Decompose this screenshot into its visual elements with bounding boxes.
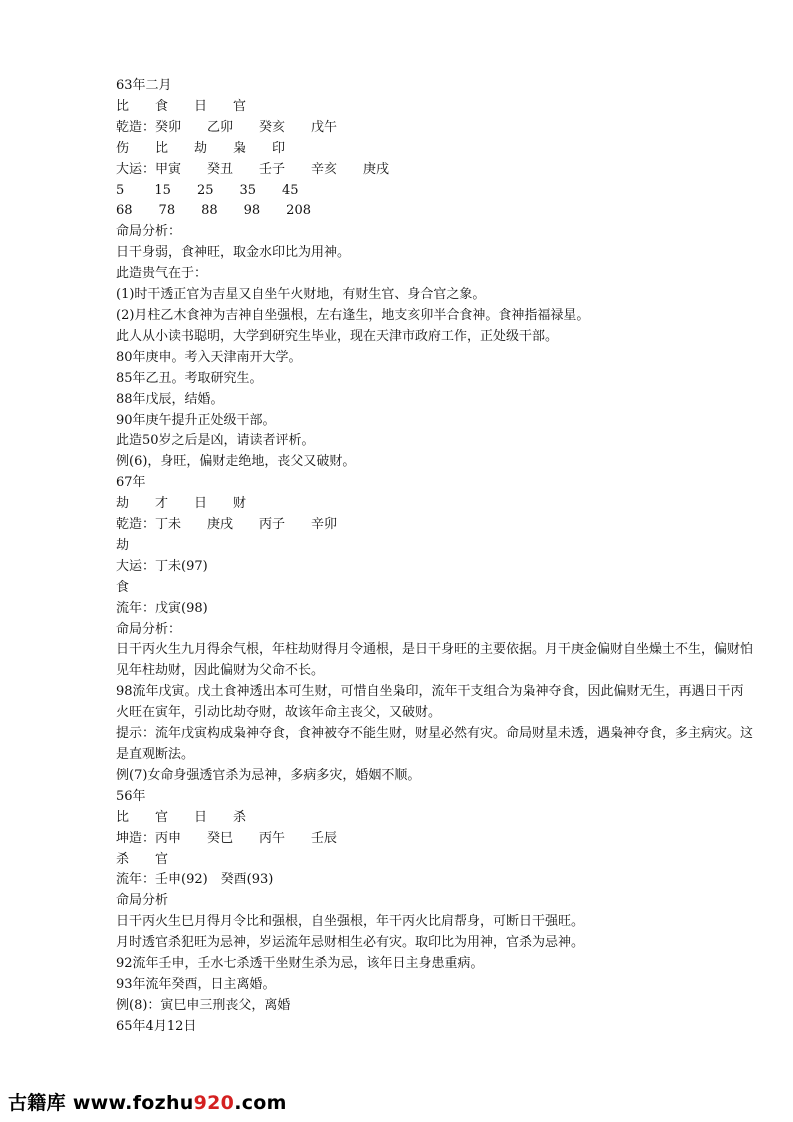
text-line: 此造50岁之后是凶，请读者评析。	[116, 433, 315, 449]
text-line: 例(8)：寅巳申三刑丧父，离婚	[116, 997, 291, 1013]
text-line: 例(6)，身旺，偏财走绝地，丧父又破财。	[116, 454, 356, 470]
text-line: 65年4月12日	[116, 1018, 197, 1034]
text-line: 85年乙丑。考取研究生。	[116, 370, 263, 386]
text-paragraph: 98流年戊寅。戊土食神透出本可生财，可惜自坐枭印，流年干支组合为枭神夺食，因此偏财无生，再遇日干丙火旺在寅年，引动比劫夺财，故该年命主丧父，又破财。	[116, 684, 744, 721]
site-url-prefix: www.fozhu	[72, 1092, 194, 1114]
text-line: 90年庚午提升正处级干部。	[116, 412, 276, 428]
text-line: 伤 比 劫 枭 印	[116, 140, 286, 156]
site-url[interactable]	[73, 1092, 287, 1114]
site-name: 古籍库	[8, 1092, 66, 1114]
text-line: 坤造：丙申 癸巳 丙午 壬辰	[116, 830, 338, 846]
text-line: 比 食 日 官	[116, 98, 247, 114]
text-line: 命局分析	[116, 893, 169, 909]
text-line: 88年戊辰，结婚。	[116, 391, 224, 407]
text-line: 月时透官杀犯旺为忌神，岁运流年忌财相生必有灾。取印比为用神，官杀为忌神。	[116, 935, 585, 951]
text-line: (1)时干透正官为吉星又自坐午火财地，有财生官、身合官之象。	[116, 287, 486, 303]
text-line: 食	[116, 579, 130, 595]
text-line: 命局分析：	[116, 224, 182, 240]
text-line: 68 78 88 98 208	[116, 203, 311, 219]
text-line: 93年流年癸酉，日主离婚。	[116, 976, 276, 992]
text-line: 日干丙火生巳月得月令比和强根，自坐强根，年干丙火比肩帮身，可断日干强旺。	[116, 914, 585, 930]
text-paragraph: 提示：流年戊寅构成枭神夺食，食神被夺不能生财，财星必然有灾。命局财星未透，遇枭神夺食，多主病灾。这是直观断法。	[116, 726, 754, 762]
text-line: 5 15 25 35 45	[116, 182, 299, 198]
text-line: 63年二月	[116, 78, 172, 93]
text-line: 92流年壬申，壬水七杀透干坐财生杀为忌，该年日主身患重病。	[116, 956, 484, 972]
watermark-footer	[8, 1088, 287, 1116]
text-line: 比 官 日 杀	[116, 809, 247, 825]
text-line: 杀 官	[116, 851, 169, 867]
text-line: 命局分析：	[116, 621, 182, 637]
text-line: 乾造：癸卯 乙卯 癸亥 戊午	[116, 119, 338, 135]
text-line: 流年：戊寅(98)	[116, 600, 208, 616]
text-line: 例(7)女命身强透官杀为忌神，多病多灾，婚姻不顺。	[116, 767, 421, 783]
site-url-highlight: 920	[193, 1092, 235, 1114]
text-line: 劫 才 日 财	[116, 496, 247, 512]
text-line: 流年：壬申(92) 癸酉(93)	[116, 872, 274, 888]
text-line: 大运：丁未(97)	[116, 558, 208, 574]
text-paragraph: 日干丙火生九月得余气根，年柱劫财得月令通根，是日干身旺的主要依据。月干庚金偏财自坐燥土不生，偏财怕见年柱劫财，因此偏财为父命不长。	[116, 642, 754, 679]
site-url-suffix: .com	[234, 1092, 287, 1114]
document-body	[116, 76, 756, 1038]
text-line: 67年	[116, 475, 146, 491]
text-line: 大运：甲寅 癸丑 壬子 辛亥 庚戌	[116, 161, 390, 177]
text-line: 乾造：丁未 庚戌 丙子 辛卯	[116, 517, 338, 533]
text-line: 80年庚申。考入天津南开大学。	[116, 349, 302, 365]
text-line: 日干身弱，食神旺，取金水印比为用神。	[116, 245, 351, 261]
text-line: 劫	[116, 537, 130, 553]
text-line: (2)月柱乙木食神为吉神自坐强根，左右逢生，地支亥卯半合食神。食神指福禄星。	[116, 307, 590, 323]
text-line: 此人从小读书聪明，大学到研究生毕业，现在天津市政府工作，正处级干部。	[116, 328, 559, 344]
text-line: 56年	[116, 788, 146, 804]
text-line: 此造贵气在于：	[116, 266, 208, 282]
